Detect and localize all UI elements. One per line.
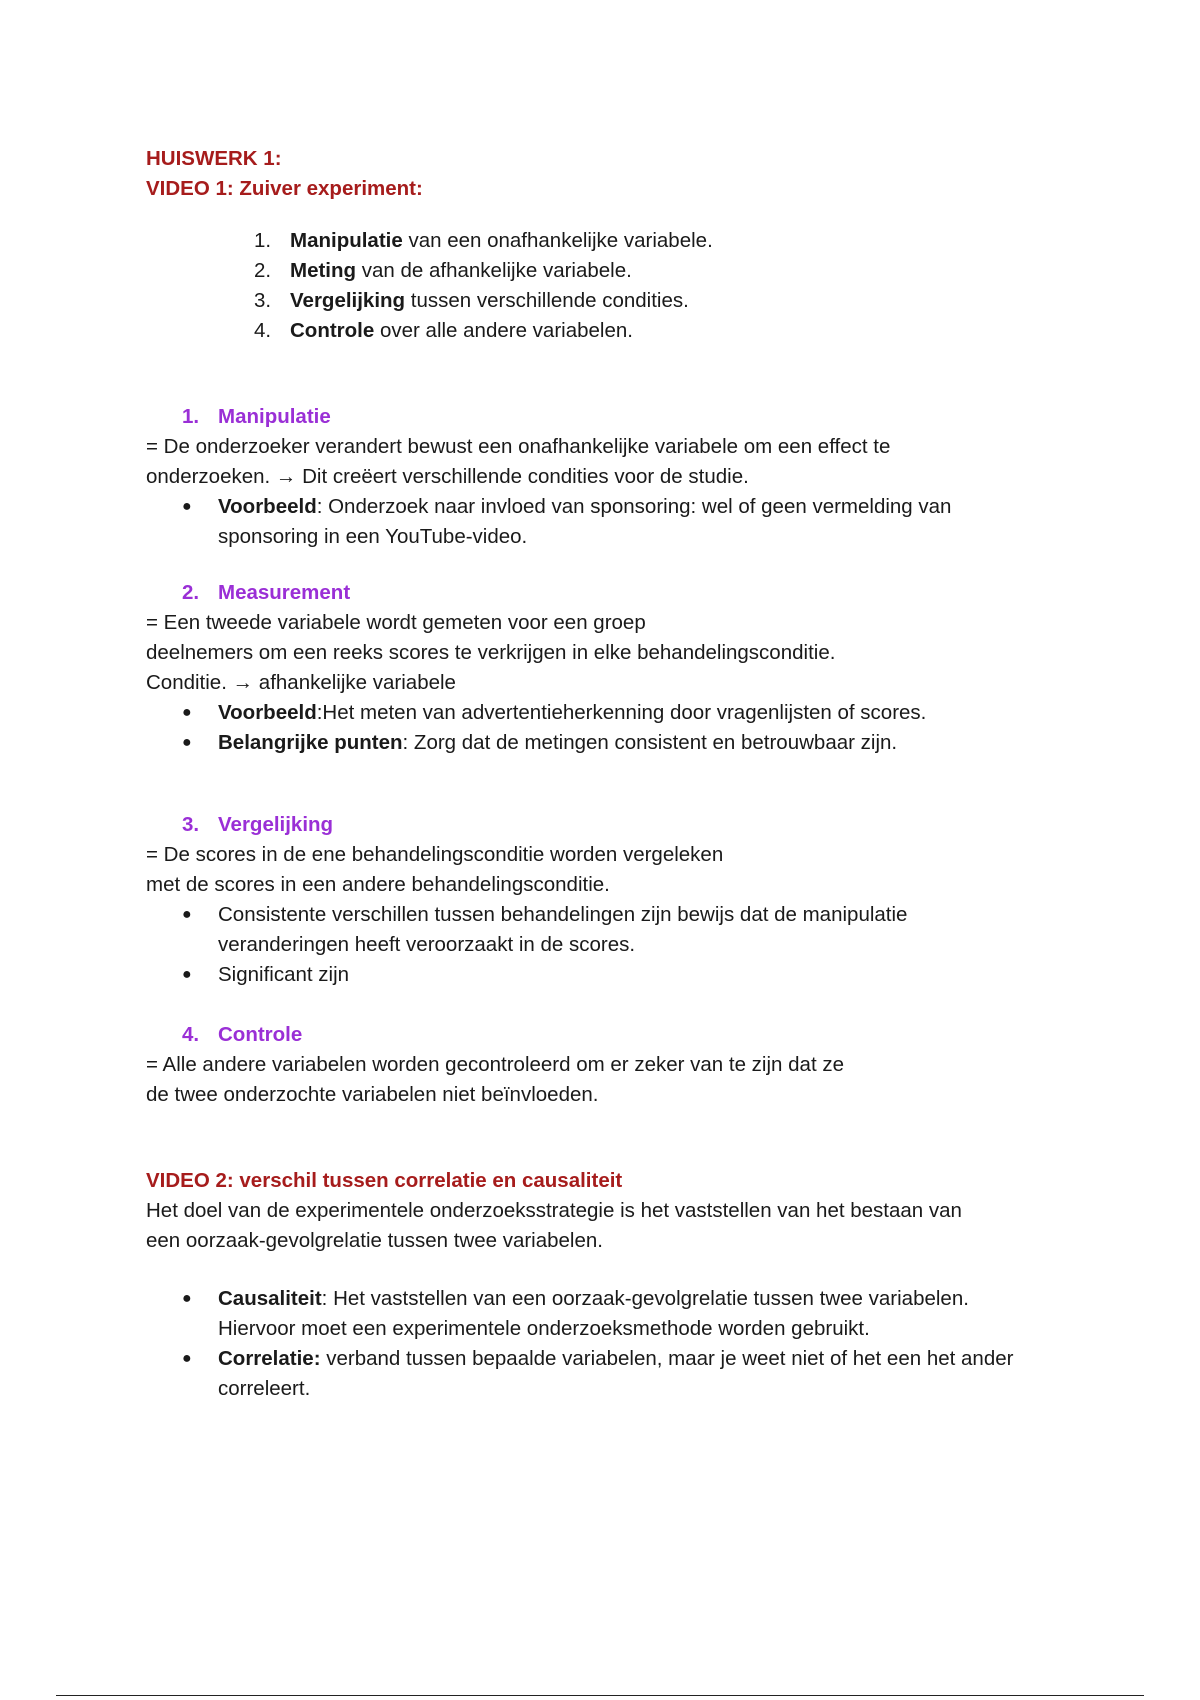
bullet-list (146, 900, 1096, 990)
bullet-text: correleert. (218, 1377, 311, 1400)
section-title (146, 578, 1096, 608)
bullet-term: Correlatie: (218, 1347, 321, 1370)
list-item-term: Meting (290, 259, 357, 282)
section-title (146, 1020, 1096, 1050)
section-title-text: Measurement (218, 581, 351, 604)
list-number: 1. (254, 229, 272, 252)
section-title-text: Vergelijking (218, 813, 334, 836)
bullet-text: : Onderzoek naar invloed van sponsoring: wel of geen vermelding van (316, 495, 952, 518)
list-item-term: Manipulatie (290, 229, 403, 252)
bullet-text: : Het vaststellen van een oorzaak-gevolgrelatie tussen twee variabelen. (321, 1287, 969, 1310)
bullet-item (146, 698, 1096, 728)
bullet-item (146, 1344, 1096, 1404)
section-title-text: Controle (218, 1023, 303, 1046)
bullet-text: :Het meten van advertentieherkenning door vragenlijsten of scores. (316, 701, 927, 724)
list-item-text: tussen verschillende condities. (405, 289, 689, 312)
list-item-term: Vergelijking (290, 289, 406, 312)
intro-list-item (146, 316, 1096, 346)
document-page (146, 144, 1096, 1404)
list-number: 3. (254, 289, 272, 312)
section-text-line: met de scores in een andere behandelingsconditie. (146, 873, 610, 896)
video1-heading: VIDEO 1: Zuiver experiment: (146, 177, 423, 200)
bullet-icon: ● (182, 1350, 192, 1367)
section-title-text: Manipulatie (218, 405, 331, 428)
section-text-line: deelnemers om een reeks scores te verkrijgen in elke behandelingsconditie. (146, 641, 836, 664)
bullet-list (146, 698, 1096, 758)
bullet-item (146, 1284, 1096, 1344)
section-number: 1. (182, 405, 200, 428)
homework-heading: HUISWERK 1: (146, 147, 282, 170)
section-text-line: = De onderzoeker verandert bewust een onafhankelijke variabele om een effect te (146, 435, 891, 458)
list-number: 2. (254, 259, 272, 282)
bullet-text: : Zorg dat de metingen consistent en betrouwbaar zijn. (402, 731, 898, 754)
section-number: 3. (182, 813, 200, 836)
section-text-line: Het doel van de experimentele onderzoeksstrategie is het vaststellen van het bestaan van (146, 1199, 962, 1222)
list-number: 4. (254, 319, 272, 342)
list-item-text: van de afhankelijke variabele. (356, 259, 632, 282)
intro-list-item (146, 226, 1096, 256)
bullet-item (146, 900, 1096, 960)
bullet-item (146, 960, 1096, 990)
bullet-icon: ● (182, 704, 192, 721)
section-title (146, 810, 1096, 840)
bullet-icon: ● (182, 498, 192, 515)
section-title (146, 402, 1096, 432)
section-text-line: = De scores in de ene behandelingsconditie worden vergeleken (146, 843, 724, 866)
bullet-text: sponsoring in een YouTube-video. (218, 525, 528, 548)
section-vergelijking (146, 810, 1096, 990)
page-bottom-divider (56, 1695, 1144, 1696)
bullet-text: Significant zijn (218, 963, 350, 986)
section-video2 (146, 1166, 1096, 1404)
section-text-line: een oorzaak-gevolgrelatie tussen twee variabelen. (146, 1229, 603, 1252)
bullet-item (146, 492, 1096, 552)
bullet-term: Voorbeeld (218, 495, 317, 518)
intro-numbered-list (146, 226, 1096, 346)
section-text-line: = Alle andere variabelen worden gecontroleerd om er zeker van te zijn dat ze (146, 1053, 844, 1076)
bullet-list (146, 1284, 1096, 1404)
list-item-text: van een onafhankelijke variabele. (402, 229, 713, 252)
bullet-text: verband tussen bepaalde variabelen, maar je weet niet of het een het ander (320, 1347, 1014, 1370)
section-measurement (146, 578, 1096, 758)
list-item-term: Controle (290, 319, 375, 342)
bullet-item (146, 728, 1096, 758)
intro-list-item (146, 256, 1096, 286)
section-text-line: onderzoeken. → Dit creëert verschillende condities voor de studie. (146, 465, 749, 488)
bullet-text: Consistente verschillen tussen behandelingen zijn bewijs dat de manipulatie (218, 903, 908, 926)
intro-list-item (146, 286, 1096, 316)
section-controle (146, 1020, 1096, 1110)
bullet-icon: ● (182, 966, 192, 983)
section-text-line: = Een tweede variabele wordt gemeten voor een groep (146, 611, 646, 634)
bullet-term: Belangrijke punten (218, 731, 403, 754)
bullet-list (146, 492, 1096, 552)
section-manipulatie (146, 402, 1096, 552)
video2-heading: VIDEO 2: verschil tussen correlatie en causaliteit (146, 1169, 623, 1192)
bullet-term: Causaliteit (218, 1287, 322, 1310)
bullet-text: Hiervoor moet een experimentele onderzoeksmethode worden gebruikt. (218, 1317, 870, 1340)
section-number: 4. (182, 1023, 200, 1046)
bullet-icon: ● (182, 906, 192, 923)
bullet-term: Voorbeeld (218, 701, 317, 724)
bullet-text: veranderingen heeft veroorzaakt in de scores. (218, 933, 636, 956)
section-text-line: Conditie. → afhankelijke variabele (146, 671, 456, 694)
section-text-line: de twee onderzochte variabelen niet beïnvloeden. (146, 1083, 599, 1106)
bullet-icon: ● (182, 1290, 192, 1307)
section-number: 2. (182, 581, 200, 604)
bullet-icon: ● (182, 734, 192, 751)
list-item-text: over alle andere variabelen. (374, 319, 633, 342)
